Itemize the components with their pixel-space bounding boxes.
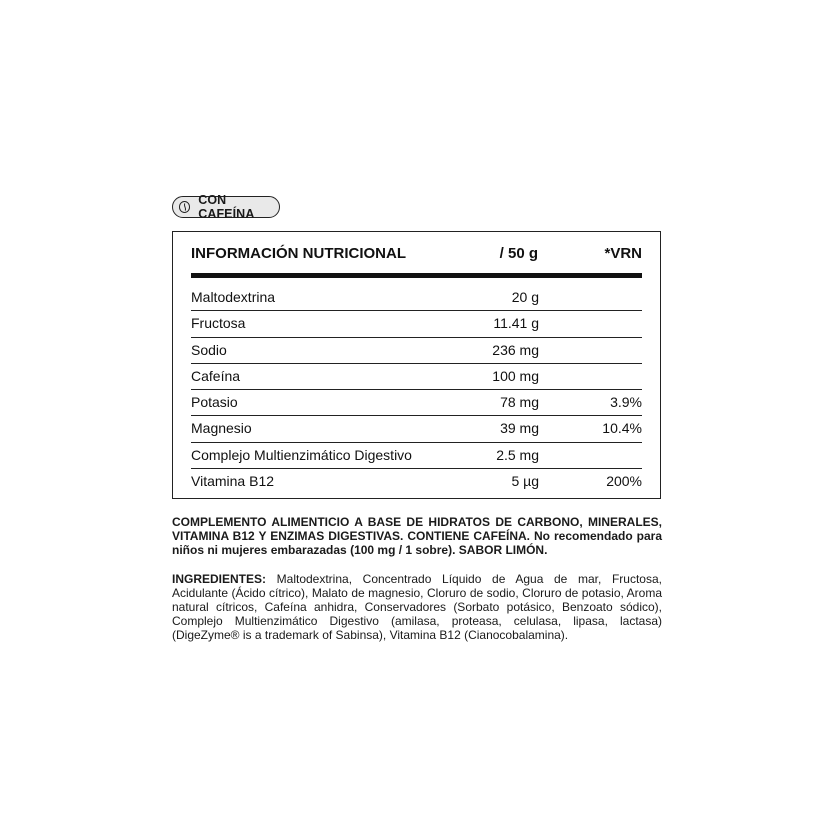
table-row [191, 338, 642, 364]
row-amount: 78 mg [500, 394, 539, 411]
ingredients-label: INGREDIENTES: [172, 572, 267, 586]
table-rows [191, 285, 642, 494]
row-vrn: 3.9% [610, 394, 642, 411]
table-row [191, 311, 642, 337]
table-row [191, 364, 642, 390]
table-header [191, 242, 642, 270]
table-row [191, 416, 642, 442]
row-name: Sodio [191, 341, 227, 358]
header-vrn: *VRN [604, 245, 642, 262]
ingredients-text: Maltodextrina, Concentrado Líquido de Agua de mar, Fructosa, Acidulante (Ácido cítrico), Malato de magnesio, Cloruro de sodio, Cloruro de potasio, Aroma natural cítricos, Cafeína anhidra, Conservadores (Sorbato potásico, Benzoato sódico), Complejo Multienzimático Digestivo (amilasa, proteasa, celulasa, lipasa, lactasa) (DigeZyme® is a trademark of Sabinsa), Vitamina B12 (Cianocobalamina). [172, 572, 662, 642]
row-amount: 20 g [511, 289, 539, 305]
row-amount: 236 mg [492, 341, 539, 358]
row-amount: 39 mg [500, 420, 539, 437]
row-name: Fructosa [191, 315, 246, 332]
row-name: Magnesio [191, 420, 252, 437]
table-row [191, 469, 642, 494]
row-amount: 5 µg [511, 473, 539, 490]
table-row [191, 443, 642, 469]
caffeine-badge [172, 193, 280, 221]
row-name: Vitamina B12 [191, 473, 275, 490]
row-amount: 11.41 g [493, 315, 539, 332]
table-row [191, 390, 642, 416]
header-per: / 50 g [499, 245, 538, 262]
coffee-bean-icon [179, 201, 190, 213]
row-vrn: 10.4% [602, 420, 642, 437]
header-name: INFORMACIÓN NUTRICIONAL [191, 245, 406, 262]
header-divider [191, 273, 642, 278]
table-row [191, 285, 642, 311]
product-description: COMPLEMENTO ALIMENTICIO A BASE DE HIDRATOS DE CARBONO, MINERALES, VITAMINA B12 Y ENZIMAS DIGESTIVAS. CONTIENE CAFEÍNA. No recomendado para niños ni mujeres embarazadas (100 mg / 1 sobre). SABOR LIMÓN. [172, 515, 662, 557]
ingredients-block [172, 572, 662, 642]
badge-label: CON CAFEÍNA [198, 193, 255, 221]
row-vrn: 200% [606, 473, 642, 490]
row-amount: 2.5 mg [496, 446, 539, 463]
row-name: Maltodextrina [191, 289, 276, 305]
row-amount: 100 mg [492, 367, 539, 384]
row-name: Cafeína [191, 367, 241, 384]
row-name: Complejo Multienzimático Digestivo [191, 446, 412, 463]
row-name: Potasio [191, 394, 238, 411]
nutrition-table [172, 231, 661, 499]
